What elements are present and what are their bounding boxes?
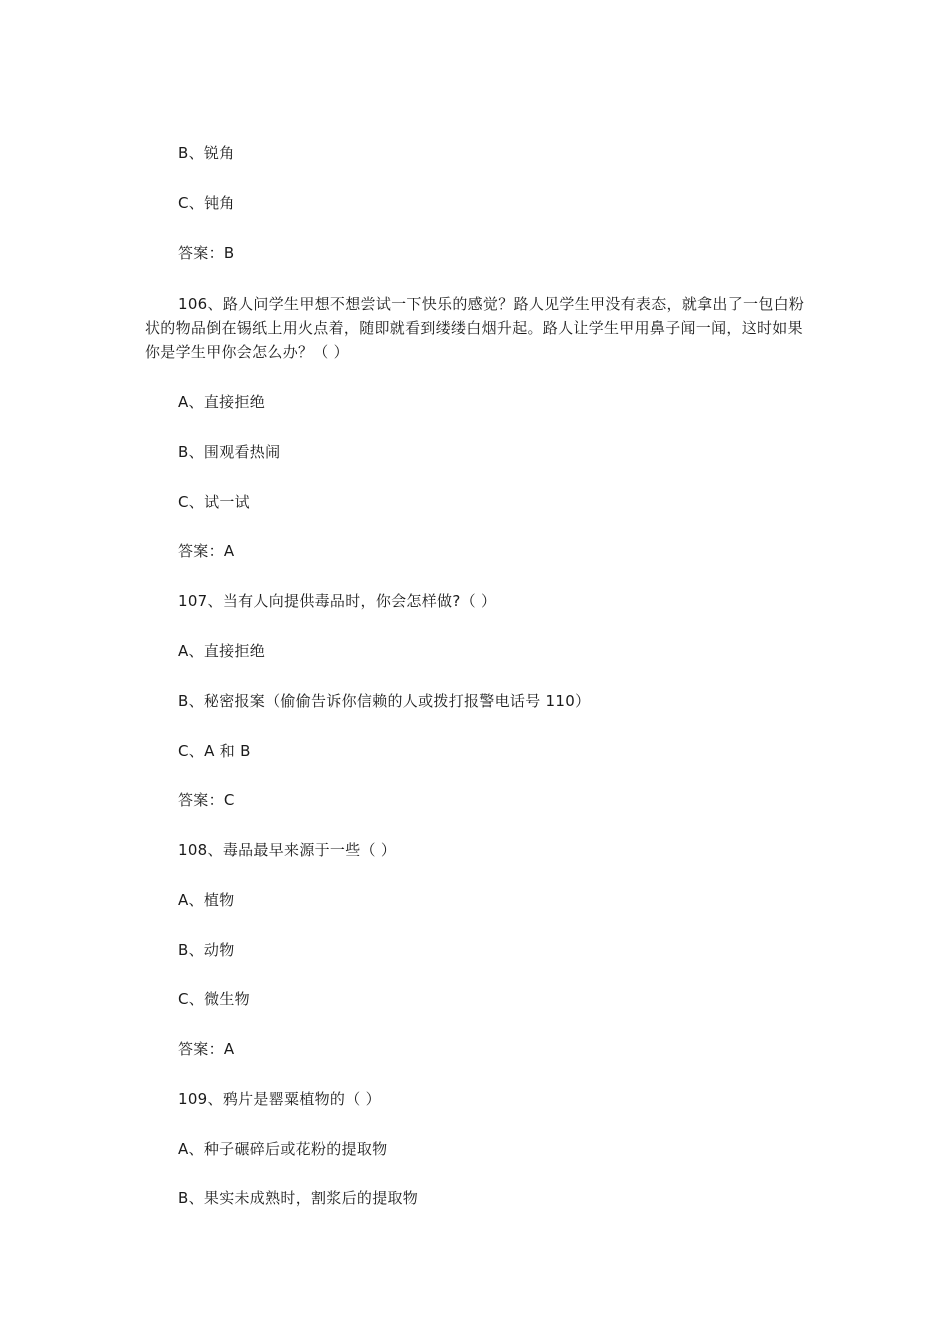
q106-option-a: A、直接拒绝 [178,393,266,411]
q108-answer: 答案：A [178,1040,235,1058]
q105-answer: 答案：B [178,244,235,262]
q106-option-c: C、试一试 [178,493,250,511]
q107-option-a: A、直接拒绝 [178,642,266,660]
q107-answer: 答案：C [178,791,235,809]
q107-option-b: B、秘密报案（偷偷告诉你信赖的人或拨打报警电话号 110） [178,692,591,710]
q105-option-c: C、钝角 [178,194,235,212]
q105-option-b: B、锐角 [178,144,235,162]
q106-question-text: 106、路人问学生甲想不想尝试一下快乐的感觉？路人见学生甲没有表态，就拿出了一包白粉状的物品倒在锡纸上用火点着，随即就看到缕缕白烟升起。路人让学生甲用鼻子闻一闻，这时如果你是学生甲你会怎么办？（ ） [145,295,805,361]
q109-option-a: A、种子碾碎后或花粉的提取物 [178,1140,388,1158]
q108-question: 108、毒品最早来源于一些（ ） [178,841,397,859]
q107-option-c: C、A 和 B [178,742,251,760]
q108-option-b: B、动物 [178,941,235,959]
q106-question [145,292,810,364]
q107-question: 107、当有人向提供毒品时，你会怎样做?（ ） [178,592,497,610]
q106-option-b: B、围观看热闹 [178,443,281,461]
q109-option-b: B、果实未成熟时，割浆后的提取物 [178,1189,419,1207]
q106-answer: 答案：A [178,542,235,560]
q108-option-c: C、微生物 [178,990,250,1008]
q109-question: 109、鸦片是罂粟植物的（ ） [178,1090,381,1108]
q108-option-a: A、植物 [178,891,235,909]
